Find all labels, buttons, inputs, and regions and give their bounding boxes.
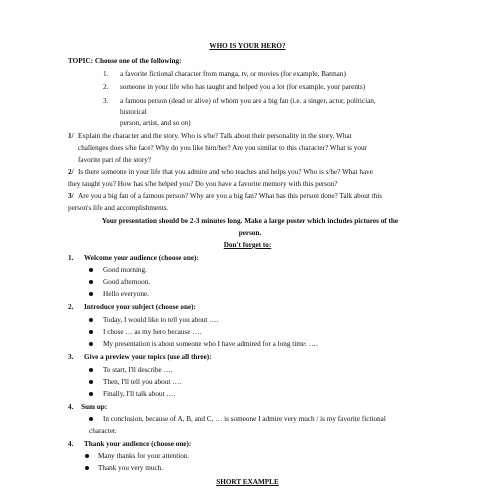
question-text: Are you a big fan of a famous person? Why are you a big fan? What has this person done? Talk about this xyxy=(78,192,383,200)
list-item: Hello everyone. xyxy=(103,290,149,298)
step-number: 1. xyxy=(68,254,74,262)
step-heading: Sum up: xyxy=(81,403,108,411)
bullet-icon xyxy=(89,380,93,384)
list-item: Good morning. xyxy=(103,266,147,274)
bullet-icon xyxy=(89,368,93,372)
bullet-icon xyxy=(89,280,93,284)
topic-option-number: 1. xyxy=(103,70,109,78)
list-item: Good afternoon. xyxy=(103,278,151,286)
bullet-icon xyxy=(89,318,93,322)
list-item: Today, I would like to tell you about …. xyxy=(103,316,219,324)
bullet-icon xyxy=(89,330,93,334)
question-text: person's life and accomplishments. xyxy=(68,204,169,212)
bullet-icon xyxy=(89,417,93,421)
step-heading: Introduce your subject (choose one): xyxy=(84,303,196,311)
page-title: WHO IS YOUR HERO? xyxy=(209,42,286,50)
topic-option-text: historical xyxy=(120,108,147,116)
topic-option-text: a famous person (dead or alive) of whom you are a big fan (i.e. a singer, actor, politician, xyxy=(120,97,376,105)
question-text: they taught you? How has s/he helped you? Do you have a favorite memory with this person? xyxy=(68,180,338,188)
step-number: 2. xyxy=(68,303,74,311)
topic-option-number: 2. xyxy=(103,83,109,91)
list-item: Finally, I'll talk about …. xyxy=(103,390,176,398)
bullet-icon xyxy=(89,268,93,272)
topic-option-number: 3. xyxy=(103,97,109,105)
question-text: challenges does s/he face? Why do you like him/her? Are you similar to this character? What is your xyxy=(78,144,367,152)
list-item: Many thanks for your attention. xyxy=(98,452,190,460)
question-label: 3/ xyxy=(68,192,74,200)
question-text: favorite part of the story? xyxy=(78,156,152,164)
topic-option-text: person, artist, and so on) xyxy=(120,119,191,127)
step-heading: Thank your audience (choose one): xyxy=(84,440,192,448)
step-heading: Give a preview your topics (use all three): xyxy=(84,353,212,361)
topic-heading: TOPIC: Choose one of the following: xyxy=(68,57,182,65)
step-number: 4. xyxy=(68,403,74,411)
question-label: 2/ xyxy=(68,168,74,176)
step-number: 4. xyxy=(68,440,74,448)
list-item: To start, I'll describe …. xyxy=(103,366,173,374)
topic-option-text: a favorite fictional character from manga, tv, or movies (for example, Batman) xyxy=(120,70,346,78)
bullet-icon xyxy=(89,342,93,346)
dont-forget-heading: Don't forget to: xyxy=(223,241,272,249)
bullet-icon xyxy=(89,392,93,396)
short-example-heading: SHORT EXAMPLE xyxy=(216,478,279,486)
list-item: In conclusion, because of A, B, and C, … is someone I admire very much / is my favorite fictional xyxy=(103,415,386,423)
list-item: character. xyxy=(89,427,117,435)
question-text: Explain the character and the story. Who is s/he? Talk about their personality in the story. What xyxy=(78,132,352,140)
step-heading: Welcome your audience (choose one): xyxy=(84,254,199,262)
question-label: 1/ xyxy=(68,132,74,140)
step-number: 3. xyxy=(68,353,74,361)
presentation-note: person. xyxy=(238,229,262,237)
question-text: Is there someone in your life that you admire and who teaches and helps you? Who is s/he? What have xyxy=(78,168,373,176)
list-item: Then, I'll tell you about …. xyxy=(103,378,182,386)
presentation-note: Your presentation should be 2-3 minutes long. Make a large poster which includes pictures of the xyxy=(101,217,399,225)
list-item: I chose … as my hero because …. xyxy=(103,328,202,336)
bullet-icon xyxy=(85,466,89,470)
topic-option-text: someone in your life who has taught and helped you a lot (for example, your parents) xyxy=(120,83,366,91)
bullet-icon xyxy=(85,454,89,458)
list-item: Thank you very much. xyxy=(98,464,164,472)
list-item: My presentation is about someone who I have admired for a long time: …. xyxy=(103,340,318,348)
bullet-icon xyxy=(89,292,93,296)
